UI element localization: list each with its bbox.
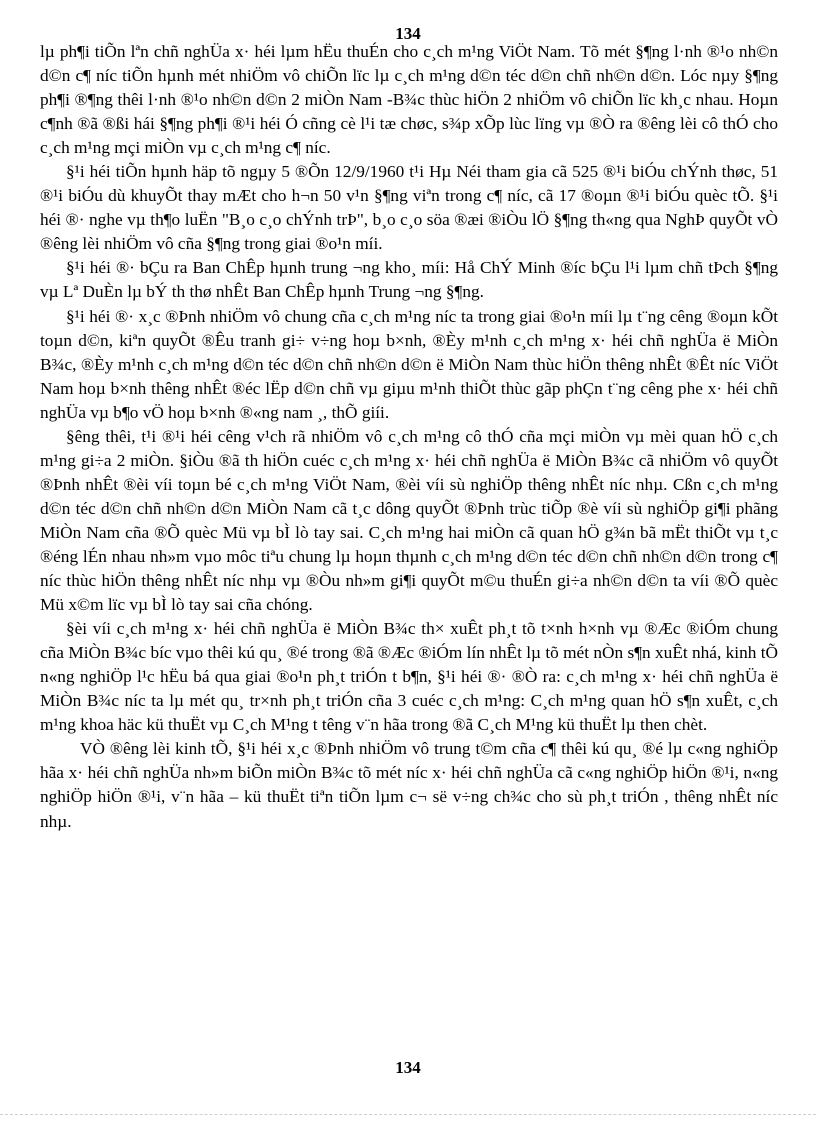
document-body [40,40,778,834]
paragraph-4: §¹i héi ®· x¸c ®Þnh nhiÖm vô chung cña c¸ch m¹ng níc ta trong giai ®o¹n míi lµ t¨ng cêng ®oµn kÕt toµn d©n, kiªn quyÕt ®Êu tranh gi÷ v÷ng hoµ b×nh, ®Èy m¹nh c¸ch m¹ng x· héi chñ nghÜa ë MiÒn B¾c, ®Èy m¹nh c¸ch m¹ng d©n téc d©n chñ nh©n d©n ë MiÒn Nam thùc hiÖn thêng nhÊt ®Êt níc ViÖt Nam hoµ b×nh thêng nhÊt ®éc lËp d©n chñ vµ giµu m¹nh thiÕt thùc gãp phÇn t¨ng cêng phe x· héi chñ nghÜa vµ b¶o vÖ hoµ b×nh ®«ng nam ¸, thÕ giíi. [40,306,778,422]
paragraph-7: VÒ ®êng lèi kinh tÕ, §¹i héi x¸c ®Þnh nhiÖm vô trung t©m cña c¶ thêi kú qu¸ ®é lµ c«ng nghiÖp hãa x· héi chñ nghÜa nh»m biÕn miÒn B¾c tõ mét níc x· héi chñ nghÜa cã c«ng nghiÖp hiÖn ®¹i, n«ng nghiÖp hiÖn ®¹i, v¨n hãa – kü thuËt tiªn tiÕn lµm c¬ së v÷ng ch¾c cho sù ph¸t triÓn , thêng nhÊt níc nhµ. [40,739,778,831]
paragraph-5: §êng thêi, t¹i ®¹i héi cêng v¹ch rã nhiÖm vô c¸ch m¹ng cô thÓ cña mçi miÒn vµ mèi quan hÖ c¸ch m¹ng gi÷a 2 miÒn. §iÒu ®ã th hiÖn cuéc c¸ch m¹ng x· héi chñ nghÜa ë MiÒn B¾c cã nhiÖm vô quyÕt ®Þnh nhÊt ®èi víi toµn bé c¸ch m¹ng ViÖt Nam, ®èi víi sù nghiÖp thêng nhÊt níc nhµ. Cßn c¸ch m¹ng d©n téc d©n chñ nh©n d©n MiÒn Nam cã t¸c dông quyÕt ®Þnh trùc tiÕp ®è víi sù nghiÖp gi¶i phãng MiÒn Nam cña ®Õ quèc Mü vµ bÌ lò tay sai. C¸ch m¹ng hai miÒn cã quan hÖ g¾n bã mËt thiÕt vµ t¸c ®éng lÉn nhau nh»m vµo môc tiªu chung lµ hoµn thµnh c¸ch m¹ng d©n téc d©n chñ nh©n d©n trong c¶ níc thùc hiÖn thêng nhÊt níc nhµ vµ ®Òu nh»m gi¶i quyÕt m©u thuÉn gi÷a nh©n d©n ta víi ®Õ quèc Mü x©m lïc vµ bÌ lò tay sai cña chóng. [40,426,778,615]
footer-divider [0,1114,816,1115]
paragraph-2: §¹i héi tiÕn hµnh häp tõ ngµy 5 ®Õn 12/9/1960 t¹i Hµ Néi tham gia cã 525 ®¹i biÓu chÝnh thøc, 51 ®¹i biÓu dù khuyÕt thay mÆt cho h¬n 50 v¹n §¶ng viªn trong c¶ níc, cã 17 ®oµn ®¹i biÓu quèc tÕ. §¹i héi ®· nghe vµ th¶o luËn "B¸o c¸o chÝnh trÞ", b¸o c¸o söa ®æi ®iÒu lÖ §¶ng th«ng qua NghÞ quyÕt vÒ ®êng lèi nhiÖm vô cña §¶ng trong giai ®o¹n míi. [40,162,778,254]
page-number-bottom: 134 [395,1058,421,1077]
page-number-top: 134 [395,24,421,43]
paragraph-6: §èi víi c¸ch m¹ng x· héi chñ nghÜa ë MiÒn B¾c th× xuÊt ph¸t tõ t×nh h×nh vµ ®Æc ®iÓm chung cña MiÒn B¾c bíc vµo thêi kú qu¸ ®é trong ®ã ®Æc ®iÓm lín nhÊt lµ tõ mét nÒn s¶n xuÊt nhá, kinh tÕ n«ng nghiÖp l¹c hËu bá qua giai ®o¹n ph¸t triÓn t b¶n, §¹i héi ®· ®Ò ra: c¸ch m¹ng x· héi chñ nghÜa ë MiÒn B¾c níc ta lµ mét qu¸ tr×nh ph¸t triÓn cña 3 cuéc c¸ch m¹ng: C¸ch m¹ng quan hÖ s¶n xuÊt, c¸ch m¹ng khoa häc kü thuËt vµ C¸ch M¹ng t têng v¨n hãa trong ®ã C¸ch M¹ng kü thuËt lµ then chèt. [40,619,778,735]
paragraph-3: §¹i héi ®· bÇu ra Ban ChÊp hµnh trung ¬ng kho¸ míi: Hå ChÝ Minh ®íc bÇu l¹i lµm chñ tÞch §¶ng vµ Lª DuÈn lµ bÝ th thø nhÊt Ban ChÊp hµnh Trung ¬ng §¶ng. [40,258,778,302]
paragraph-1: lµ ph¶i tiÕn lªn chñ nghÜa x· héi lµm hËu thuÉn cho c¸ch m¹ng ViÖt Nam. Tõ mét §¶ng l·nh ®¹o nh©n d©n c¶ níc tiÕn hµnh mét nhiÖm vô chiÕn lïc lµ c¸ch m¹ng d©n téc d©n chñ nh©n d©n. Lóc nµy §¶ng ph¶i ®¶ng thêi l·nh ®¹o nh©n d©n 2 miÒn Nam -B¾c thùc hiÖn 2 nhiÖm vô chiÕn lïc kh¸c nhau. Hoµn c¶nh ®ã ®ßi hái §¶ng ph¶i ®¹i héi Ó cñng cè l¹i tæ chøc, s¾p xÕp lùc lïng vµ ®Ò ra ®êng lèi cô thÓ cho c¸ch m¹ng mçi miÒn vµ c¸ch m¹ng c¶ níc. [40,42,778,158]
